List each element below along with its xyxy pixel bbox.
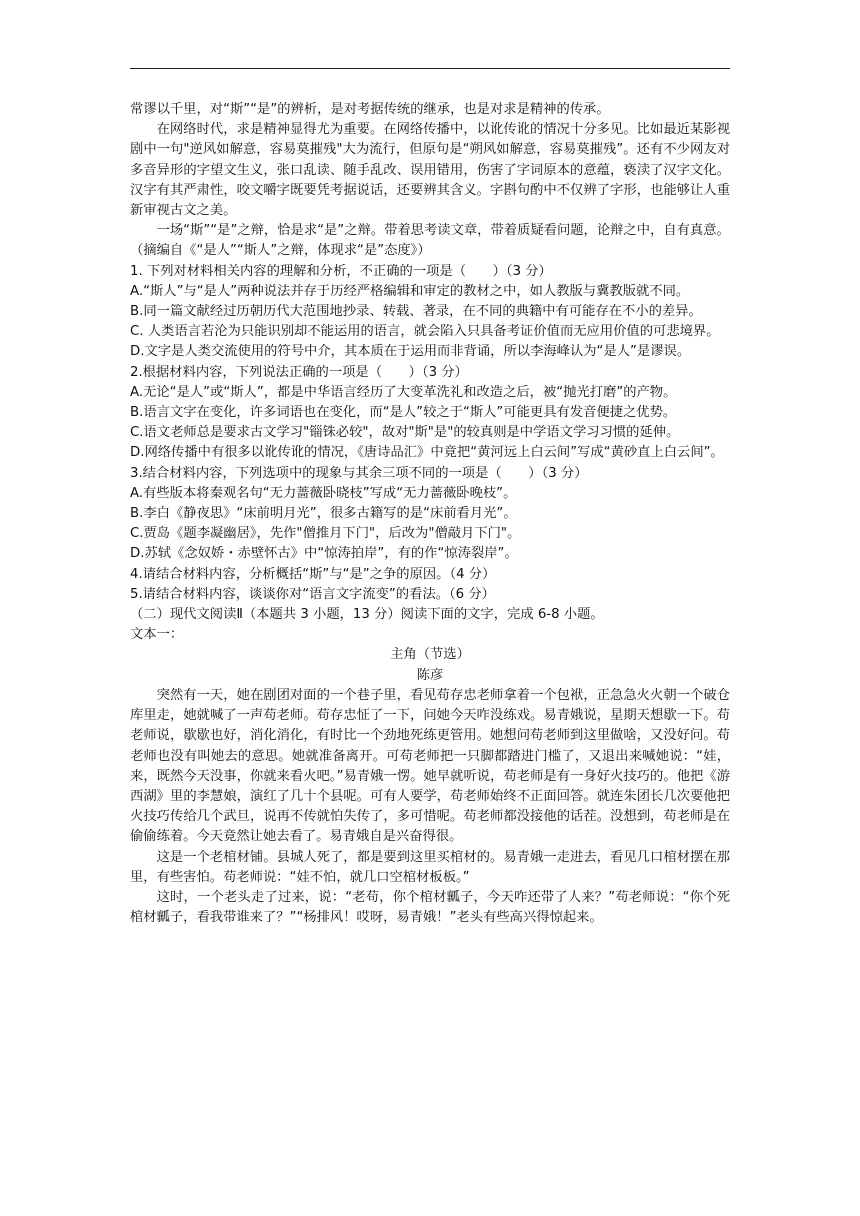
paragraph: 4.请结合材料内容，分析概括“斯”与“是”之争的原因。（4 分）: [130, 566, 496, 582]
paragraph: 1. 下列对材料相关内容的理解和分析，不正确的一项是（ ）（3 分）: [130, 263, 552, 279]
paragraph: B.语言文字在变化，许多词语也在变化，而“是人”较之于“斯人”可能更具有发音便捷之优势。: [130, 405, 677, 421]
paragraph: 在网络时代，求是精神显得尤为重要。在网络传播中，以讹传讹的情况十分多见。比如最近某影视剧中一句"逆风如解意，容易莫摧残"大为流行，但原句是“朔风如解意，容易莫摧残”。还有不少网友对多音异形的字望文生义，张口乱读、随手乱改、误用错用，伤害了字词原本的意蕴，亵渎了汉字文化。汉字有其严肃性，咬文嚼字既要凭考据说话，还要辨其含义。字斟句酌中不仅辨了字形，也能够让人重新审视古文之美。: [130, 122, 730, 219]
paragraph: 这是一个老棺材铺。县城人死了，都是要到这里买棺材的。易青娥一走进去，看见几口棺材摆在那里，有些害怕。苟老师说：“娃不怕，就几口空棺材板板。”: [130, 849, 730, 885]
paragraph: A.无论“是人”或“斯人”，都是中华语言经历了大变革洗礼和改造之后，被“抛光打磨”的产物。: [130, 384, 677, 400]
paragraph: B.同一篇文献经过历朝历代大范围地抄录、转载、著录，在不同的典籍中有可能存在不小的差异。: [130, 304, 702, 320]
paragraph: 陈彦: [416, 667, 444, 683]
paragraph: D.网络传播中有很多以讹传讹的情况，《唐诗品汇》中竟把“黄河远上白云间”写成“黄砂直上白云间”。: [130, 445, 724, 461]
paragraph: A.有些版本将秦观名句“无力蔷薇卧晓枝”写成“无力蔷薇卧晚枝”。: [130, 485, 517, 501]
paragraph: 常谬以千里，对“斯”“是”的辨析，是对考据传统的继承，也是对求是精神的传承。: [130, 102, 610, 117]
paragraph: 这时，一个老头走了过来，说：“老苟，你个棺材瓤子，今天咋还带了人来？”苟老师说：“你个死棺材瓤子，看我带谁来了？”“杨排风！哎呀，易青娥！”老头有些高兴得惊起来。: [130, 889, 730, 926]
paragraph: 3.结合材料内容，下列选项中的现象与其余三项不同的一项是（ ）（3 分）: [130, 465, 588, 481]
paragraph: C. 人类语言若沦为只能识别却不能运用的语言，就会陷入只具备考证价值而无应用价值的可悲境界。: [130, 324, 720, 340]
paragraph: D.苏轼《念奴娇・赤壁怀古》中“惊涛拍岸”，有的作“惊涛裂岸”。: [130, 546, 518, 562]
paragraph: D.文字是人类交流使用的符号中介，其本质在于运用而非背诵，所以李海峰认为“是人”是谬误。: [130, 344, 691, 360]
paragraph: （摘编自《“是人”“斯人”之辩，体现求“是”态度》）: [130, 243, 431, 259]
header-rule: [130, 68, 730, 69]
paragraph: 文本一：: [130, 627, 184, 643]
paragraph: B.李白《静夜思》“床前明月光”，很多古籍写的是“床前看月光”。: [130, 506, 517, 522]
document-body: [130, 100, 730, 928]
paragraph: C.语文老师总是要求古文学习"锱铢必较"，故对"斯"是"的较真则是中学语文学习习惯的延伸。: [130, 425, 680, 441]
paragraph: A.“斯人”与“是人”两种说法并存于历经严格编辑和审定的教材之中，如人教版与冀教版就不同。: [130, 283, 690, 299]
paragraph: C.贾岛《题李凝幽居》，先作"僧推月下门"，后改为"僧敲月下门"。: [130, 526, 521, 542]
paragraph: （二）现代文阅读Ⅱ（本题共 3 小题，13 分）阅读下面的文字，完成 6-8 小题。: [130, 607, 604, 623]
paragraph: 主角（节选）: [390, 647, 470, 663]
paragraph: 突然有一天，她在剧团对面的一个巷子里，看见苟存忠老师拿着一个包袱，正急急火火朝一个破仓库里走，她就喊了一声苟老师。苟存忠怔了一下，问她今天咋没练戏。易青娥说，星期天想歇一下。苟老师说，歇歇也好，消化消化，有时比一个劲地死练更管用。她想问苟老师到这里做啥，又没好问。苟老师也没有叫她去的意思。她就准备离开。可苟老师把一只脚都踏进门槛了，又退出来喊她说：“娃，来，既然今天没事，你就来看火吧。”易青娥一愣。她早就听说，苟老师是有一身好火技巧的。他把《游西湖》里的李慧娘，演红了几十个县呢。可有人要学，苟老师始终不正面回答。就连朱团长几次要他把火技巧传给几个武旦，说再不传就怕失传了，多可惜呢。苟老师都没接他的话茬。没想到，苟老师是在偷偷练着。今天竟然让她去看了。易青娥自是兴奋得很。: [130, 687, 730, 845]
paragraph: 一场“斯”“是”之辩，恰是求“是”之辩。带着思考读文章，带着质疑看问题，论辩之中，自有真意。: [156, 223, 730, 239]
paragraph: 5.请结合材料内容，谈谈你对“语言文字流变”的看法。（6 分）: [130, 586, 495, 602]
paragraph: 2.根据材料内容，下列说法正确的一项是（ ）（3 分）: [130, 364, 468, 380]
